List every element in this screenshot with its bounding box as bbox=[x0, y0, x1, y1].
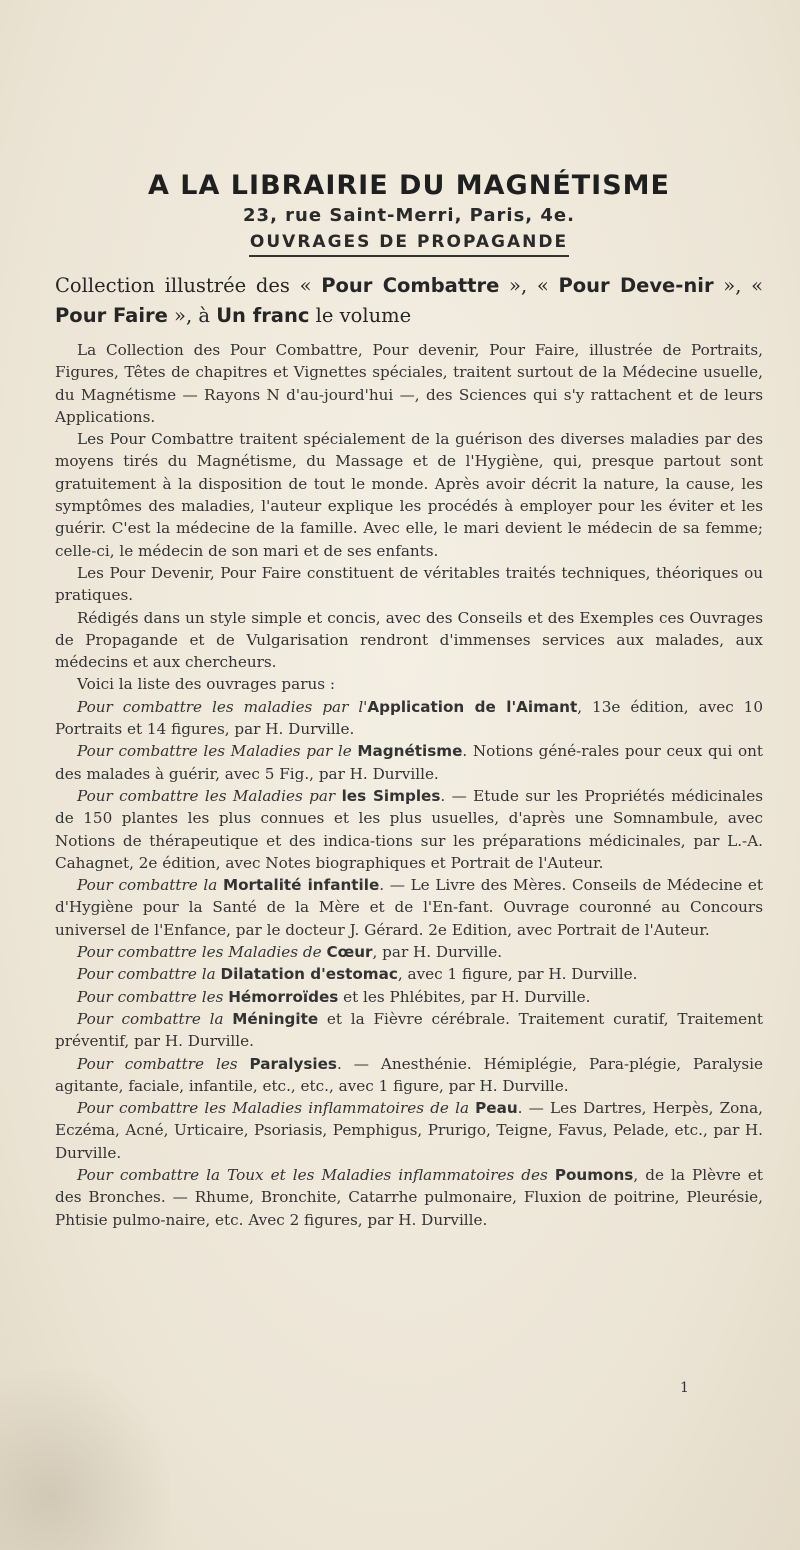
book-entry: Pour combattre les Maladies inflammatoires de la Peau. — Les Dartres, Herpès, Zona, Eczéma, Acné, Urticaire, Psoriasis, Pemphigus, Prurigo, Teigne, Favus, Pelade, etc., par H. Durville. bbox=[55, 1099, 763, 1162]
book-entry: Pour combattre les maladies par l'Application de l'Aimant, 13e édition, avec 10 Portraits et 14 figures, par H. Durville. bbox=[55, 697, 763, 739]
book-entry: Pour combattre la Mortalité infantile. — Le Livre des Mères. Conseils de Médecine et d'Hygiène pour la Santé de la Mère et de l'En-fant. Ouvrage couronné au Concours universel de l'Enfance, par le docteur J. Gérard. 2e Edition, avec Portrait de l'Auteur. bbox=[55, 876, 763, 939]
book-entry: Pour combattre les Hémorroïdes et les Phlébites, par H. Durville. bbox=[77, 987, 591, 1006]
book-list bbox=[55, 696, 763, 1231]
paragraph-5: Voici la liste des ouvrages parus : bbox=[77, 675, 335, 694]
book-entry: Pour combattre les Paralysies. — Anesthénie. Hémiplégie, Para-plégie, Paralysie agitante, faciale, infantile, etc., etc., avec 1 figure, par H. Durville. bbox=[55, 1054, 763, 1095]
book-entry: Pour combattre la Toux et les Maladies inflammatoires des Poumons, de la Plèvre et des Bronches. — Rhume, Bronchite, Catarrhe pulmonaire, Fluxion de poitrine, Pleurésie, Phtisie pulmo-naire, etc. Avec 2 figures, par H. Durville. bbox=[55, 1165, 764, 1229]
series-pour-devenir: Pour Deve-nir bbox=[558, 274, 714, 297]
book-entry: Pour combattre les Maladies de Cœur, par H. Durville. bbox=[77, 943, 503, 962]
document-content bbox=[55, 170, 763, 1231]
series-pour-combattre: Pour Combattre bbox=[321, 274, 500, 297]
paragraph-2: Les Pour Combattre traitent spécialement de la guérison des diverses maladies par des moyens tirés du Magnétisme, du Massage et de l'Hygiène, qui, presque partout sont gratuitement à la disposition de tout le monde. Après avoir décrit la nature, la cause, les symptômes des maladies, l'auteur explique les procédés à employer pour les éviter et les guérir. C'est la médecine de la famille. Avec elle, le mari devient le médecin de sa femme; celle-ci, le médecin de son mari et de ses enfants. bbox=[55, 430, 763, 560]
book-entry: Pour combattre les Maladies par le Magnétisme. Notions géné-rales pour ceux qui ont des malades à guérir, avec 5 Fig., par H. Durville. bbox=[55, 742, 763, 783]
page-number: 1 bbox=[680, 1380, 689, 1396]
price: Un franc bbox=[216, 304, 310, 327]
paragraph-4: Rédigés dans un style simple et concis, avec des Conseils et des Exemples ces Ouvrages de Propagande et de Vulgarisation rendront d'immenses services aux malades, aux médecins et aux chercheurs. bbox=[55, 608, 763, 672]
book-entry: Pour combattre les Maladies par les Simples. — Etude sur les Propriétés médicinales de 150 plantes les plus connues et les plus usuelles, d'après une Somnambule, avec Notions de thérapeutique et des indica-tions sur les préparations médicinales, par L.-A. Cahagnet, 2e édition, avec Notes biographiques et Portrait de l'Auteur. bbox=[55, 786, 763, 872]
series-pour-faire: Pour Faire bbox=[55, 304, 168, 327]
book-entry: Pour combattre la Méningite et la Fièvre cérébrale. Traitement curatif, Traitement préventif, par H. Durville. bbox=[55, 1009, 763, 1051]
book-entry: Pour combattre la Dilatation d'estomac, avec 1 figure, par H. Durville. bbox=[77, 965, 638, 984]
section-heading: OUVRAGES DE PROPAGANDE bbox=[249, 232, 569, 252]
paper-stain bbox=[0, 1370, 170, 1550]
paragraph-3: Les Pour Devenir, Pour Faire constituent de véritables traités techniques, théoriques ou pratiques. bbox=[55, 563, 763, 605]
heading-rule bbox=[249, 255, 569, 257]
description-body bbox=[55, 339, 763, 1231]
bookstore-title: A LA LIBRAIRIE DU MAGNÉTISME bbox=[148, 170, 670, 201]
paragraph-1: La Collection des Pour Combattre, Pour devenir, Pour Faire, illustrée de Portraits, Figures, Têtes de chapitres et Vignettes spéciales, traitent surtout de la Médecine usuelle, du Magnétisme — Rayons N d'au-jourd'hui —, des Sciences qui s'y rattachent et de leurs Applications. bbox=[55, 341, 763, 426]
bookstore-address: 23, rue Saint-Merri, Paris, 4e. bbox=[243, 205, 575, 226]
collection-announcement: Collection illustrée des « Pour Combattre », « Pour Deve-nir », « Pour Faire », à Un franc le volume bbox=[55, 274, 764, 327]
